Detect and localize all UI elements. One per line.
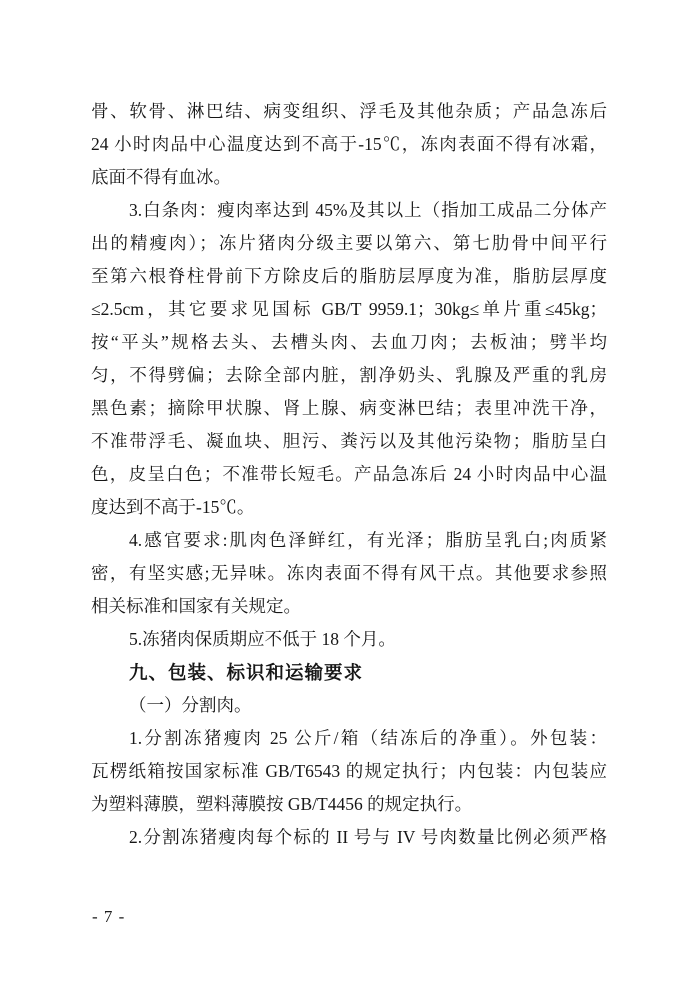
text-line: 黑色素；摘除甲状腺、肾上腺、病变淋巴结；表里冲洗干净， [91, 398, 607, 418]
text-line: 5.冻猪肉保质期应不低于 18 个月。 [129, 629, 396, 649]
text-line: ≤2.5cm，其它要求见国标 GB/T 9959.1；30kg≤单片重≤45kg； [91, 299, 607, 319]
text-line: 按“平头”规格去头、去槽头肉、去血刀肉；去板油；劈半均 [91, 332, 607, 352]
text-line: 4.感官要求:肌肉色泽鲜红，有光泽；脂肪呈乳白;肉质紧 [129, 530, 607, 550]
section-heading: 九、包装、标识和运输要求 [129, 662, 364, 683]
text-line: 3.白条肉：瘦肉率达到 45%及其以上（指加工成品二分体产 [129, 200, 607, 220]
text-line: 相关标准和国家有关规定。 [91, 596, 301, 616]
text-line: 出的精瘦肉）；冻片猪肉分级主要以第六、第七肋骨中间平行 [91, 233, 607, 253]
page-number: - 7 - [92, 907, 126, 926]
text-line: 不准带浮毛、凝血块、胆污、粪污以及其他污染物；脂肪呈白 [91, 431, 607, 451]
text-line: 色，皮呈白色；不准带长短毛。产品急冻后 24 小时肉品中心温 [91, 464, 607, 484]
text-line: 1.分割冻猪瘦肉 25 公斤/箱（结冻后的净重）。外包装： [129, 728, 607, 748]
text-line: 至第六根脊柱骨前下方除皮后的脂肪层厚度为准，脂肪层厚度 [91, 266, 607, 286]
document-body [91, 95, 607, 854]
text-line: 24 小时肉品中心温度达到不高于-15℃，冻肉表面不得有冰霜， [91, 134, 607, 154]
text-line: 底面不得有血冰。 [91, 167, 231, 187]
text-line: 密，有坚实感;无异味。冻肉表面不得有风干点。其他要求参照 [91, 563, 607, 583]
text-line: 瓦楞纸箱按国家标准 GB/T6543 的规定执行；内包装：内包装应 [91, 761, 607, 781]
text-line: 匀，不得劈偏；去除全部内脏，割净奶头、乳腺及严重的乳房 [91, 365, 607, 385]
text-line: 为塑料薄膜，塑料薄膜按 GB/T4456 的规定执行。 [91, 794, 473, 814]
text-line: （一）分割肉。 [129, 695, 252, 715]
text-line: 度达到不高于-15℃。 [91, 497, 255, 517]
text-line: 骨、软骨、淋巴结、病变组织、浮毛及其他杂质；产品急冻后 [91, 101, 607, 121]
text-line: 2.分割冻猪瘦肉每个标的 II 号与 IV 号肉数量比例必须严格 [129, 827, 607, 847]
